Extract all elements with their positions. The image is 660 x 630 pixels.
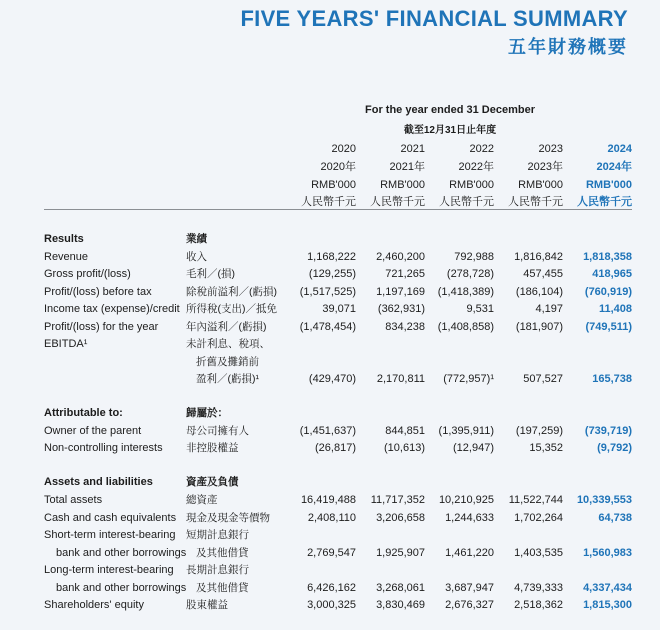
row-label: bank and other borrowings: [56, 582, 187, 594]
value-cell: (129,255): [308, 268, 356, 280]
value-cell: (749,511): [585, 321, 632, 333]
column-unit: RMB'000: [380, 179, 425, 191]
column-year-chinese: 2023年: [527, 161, 563, 173]
value-cell: (1,418,389): [437, 286, 494, 298]
value-cell: 1,560,983: [583, 547, 632, 559]
value-cell: (10,613): [384, 442, 425, 454]
value-cell: 2,460,200: [376, 251, 425, 263]
section-heading-chinese: 業績: [186, 233, 207, 245]
row-label-chinese: 除稅前溢利／(虧損): [186, 286, 277, 298]
value-cell: 844,851: [385, 425, 425, 437]
row-label-chinese: 現金及現金等價物: [186, 512, 270, 524]
row-label: EBITDA¹: [44, 338, 88, 350]
column-unit: RMB'000: [585, 179, 632, 191]
row-label-chinese: 折舊及攤銷前: [196, 356, 259, 368]
row-label: Shareholders' equity: [44, 599, 144, 611]
value-cell: 10,339,553: [576, 494, 632, 506]
value-cell: 2,170,811: [376, 373, 425, 385]
value-cell: 11,408: [598, 303, 632, 315]
value-cell: (12,947): [453, 442, 494, 454]
column-unit: RMB'000: [311, 179, 356, 191]
value-cell: 1,244,633: [445, 512, 494, 524]
row-label: Income tax (expense)/credit: [44, 303, 180, 315]
value-cell: 64,738: [598, 512, 632, 524]
row-label-chinese: 所得稅(支出)／抵免: [186, 303, 277, 315]
row-label-chinese: 及其他借貸: [196, 547, 249, 559]
value-cell: (760,919): [584, 286, 632, 298]
row-label: Short-term interest-bearing: [44, 529, 176, 541]
section-heading: Attributable to:: [44, 407, 123, 419]
column-unit-chinese: 人民幣千元: [577, 196, 632, 208]
header-divider: [44, 209, 632, 210]
value-cell: 4,337,434: [583, 582, 632, 594]
value-cell: (362,931): [377, 303, 425, 315]
row-label: Profit/(loss) for the year: [44, 321, 159, 333]
value-cell: 1,461,220: [445, 547, 494, 559]
value-cell: 418,965: [592, 268, 632, 280]
value-cell: (181,907): [515, 321, 563, 333]
value-cell: 39,071: [322, 303, 356, 315]
column-unit-chinese: 人民幣千元: [508, 196, 563, 208]
row-label-chinese: 股東權益: [186, 599, 228, 611]
column-unit: RMB'000: [449, 179, 494, 191]
column-year: 2020: [331, 143, 356, 155]
value-cell: (1,451,637): [299, 425, 356, 437]
column-year: 2024: [607, 143, 632, 155]
value-cell: 10,210,925: [438, 494, 494, 506]
column-year-chinese: 2024年: [596, 161, 632, 173]
row-label: Non-controlling interests: [44, 442, 163, 454]
row-label: Owner of the parent: [44, 425, 142, 437]
value-cell: (772,957)¹: [443, 373, 494, 385]
value-cell: 165,738: [592, 373, 632, 385]
value-cell: 6,426,162: [307, 582, 356, 594]
section-heading: Results: [44, 233, 84, 245]
value-cell: 3,268,061: [376, 582, 425, 594]
column-unit-chinese: 人民幣千元: [439, 196, 494, 208]
value-cell: 721,265: [385, 268, 425, 280]
row-label-chinese: 年內溢利／(虧損): [186, 321, 267, 333]
column-year: 2021: [400, 143, 425, 155]
column-unit-chinese: 人民幣千元: [370, 196, 425, 208]
column-unit: RMB'000: [518, 179, 563, 191]
value-cell: (197,259): [515, 425, 563, 437]
value-cell: 11,522,744: [508, 494, 563, 506]
value-cell: 1,818,358: [583, 251, 632, 263]
value-cell: 15,352: [529, 442, 563, 454]
value-cell: 507,527: [523, 373, 563, 385]
row-label-chinese: 非控股權益: [186, 442, 239, 454]
value-cell: (9,792): [597, 442, 632, 454]
period-heading-chinese: 截至12月31日止年度: [403, 125, 497, 136]
row-label: Long-term interest-bearing: [44, 564, 174, 576]
page-title-chinese: 五年財務概要: [508, 37, 628, 57]
value-cell: 2,518,362: [514, 599, 563, 611]
column-year-chinese: 2020年: [320, 161, 356, 173]
row-label-chinese: 母公司擁有人: [186, 425, 249, 437]
value-cell: 1,168,222: [307, 251, 356, 263]
row-label: bank and other borrowings: [56, 547, 187, 559]
row-label-chinese: 未計利息、稅項、: [186, 338, 270, 350]
value-cell: 1,925,907: [376, 547, 425, 559]
column-year-chinese: 2021年: [389, 161, 425, 173]
column-year: 2023: [538, 143, 563, 155]
value-cell: 4,739,333: [514, 582, 563, 594]
value-cell: 1,197,169: [376, 286, 425, 298]
row-label: Revenue: [44, 251, 89, 263]
section-heading: Assets and liabilities: [44, 476, 153, 488]
row-label: Gross profit/(loss): [44, 268, 131, 280]
column-unit-chinese: 人民幣千元: [301, 196, 356, 208]
value-cell: 2,408,110: [307, 512, 356, 524]
row-label: Profit/(loss) before tax: [44, 286, 152, 298]
value-cell: 9,531: [466, 303, 494, 315]
row-label-chinese: 收入: [186, 251, 207, 263]
value-cell: (1,395,911): [438, 425, 494, 437]
value-cell: 1,815,300: [583, 599, 632, 611]
section-heading-chinese: 資產及負債: [186, 476, 239, 488]
row-label: Cash and cash equivalents: [44, 512, 177, 524]
value-cell: 3,830,469: [376, 599, 425, 611]
period-heading: For the year ended 31 December: [365, 104, 535, 116]
value-cell: (186,104): [515, 286, 563, 298]
value-cell: 16,419,488: [300, 494, 356, 506]
value-cell: 457,455: [523, 268, 563, 280]
value-cell: 1,816,842: [514, 251, 563, 263]
value-cell: 834,238: [385, 321, 425, 333]
value-cell: 1,403,535: [514, 547, 563, 559]
value-cell: (739,719): [584, 425, 632, 437]
value-cell: 1,702,264: [514, 512, 563, 524]
section-heading-chinese: 歸屬於：: [186, 407, 228, 419]
row-label-chinese: 長期計息銀行: [186, 564, 249, 576]
row-label-chinese: 短期計息銀行: [186, 529, 249, 541]
value-cell: (1,517,525): [299, 286, 356, 298]
value-cell: 792,988: [454, 251, 494, 263]
value-cell: (26,817): [315, 442, 356, 454]
row-label-chinese: 總資產: [186, 494, 218, 506]
value-cell: 2,769,547: [307, 547, 356, 559]
value-cell: (1,478,454): [299, 321, 356, 333]
value-cell: 2,676,327: [445, 599, 494, 611]
value-cell: 3,687,947: [445, 582, 494, 594]
page-title: FIVE YEARS' FINANCIAL SUMMARY: [240, 6, 628, 31]
value-cell: 3,000,325: [307, 599, 356, 611]
column-year: 2022: [469, 143, 494, 155]
value-cell: (278,728): [446, 268, 494, 280]
value-cell: (1,408,858): [437, 321, 494, 333]
row-label-chinese: 毛利／(損): [186, 268, 235, 280]
column-year-chinese: 2022年: [458, 161, 494, 173]
row-label-chinese: 盈利／(虧損)¹: [196, 373, 259, 385]
row-label-chinese: 及其他借貸: [196, 582, 249, 594]
row-label: Total assets: [44, 494, 103, 506]
value-cell: 4,197: [535, 303, 563, 315]
value-cell: (429,470): [308, 373, 356, 385]
value-cell: 3,206,658: [376, 512, 425, 524]
value-cell: 11,717,352: [370, 494, 425, 506]
